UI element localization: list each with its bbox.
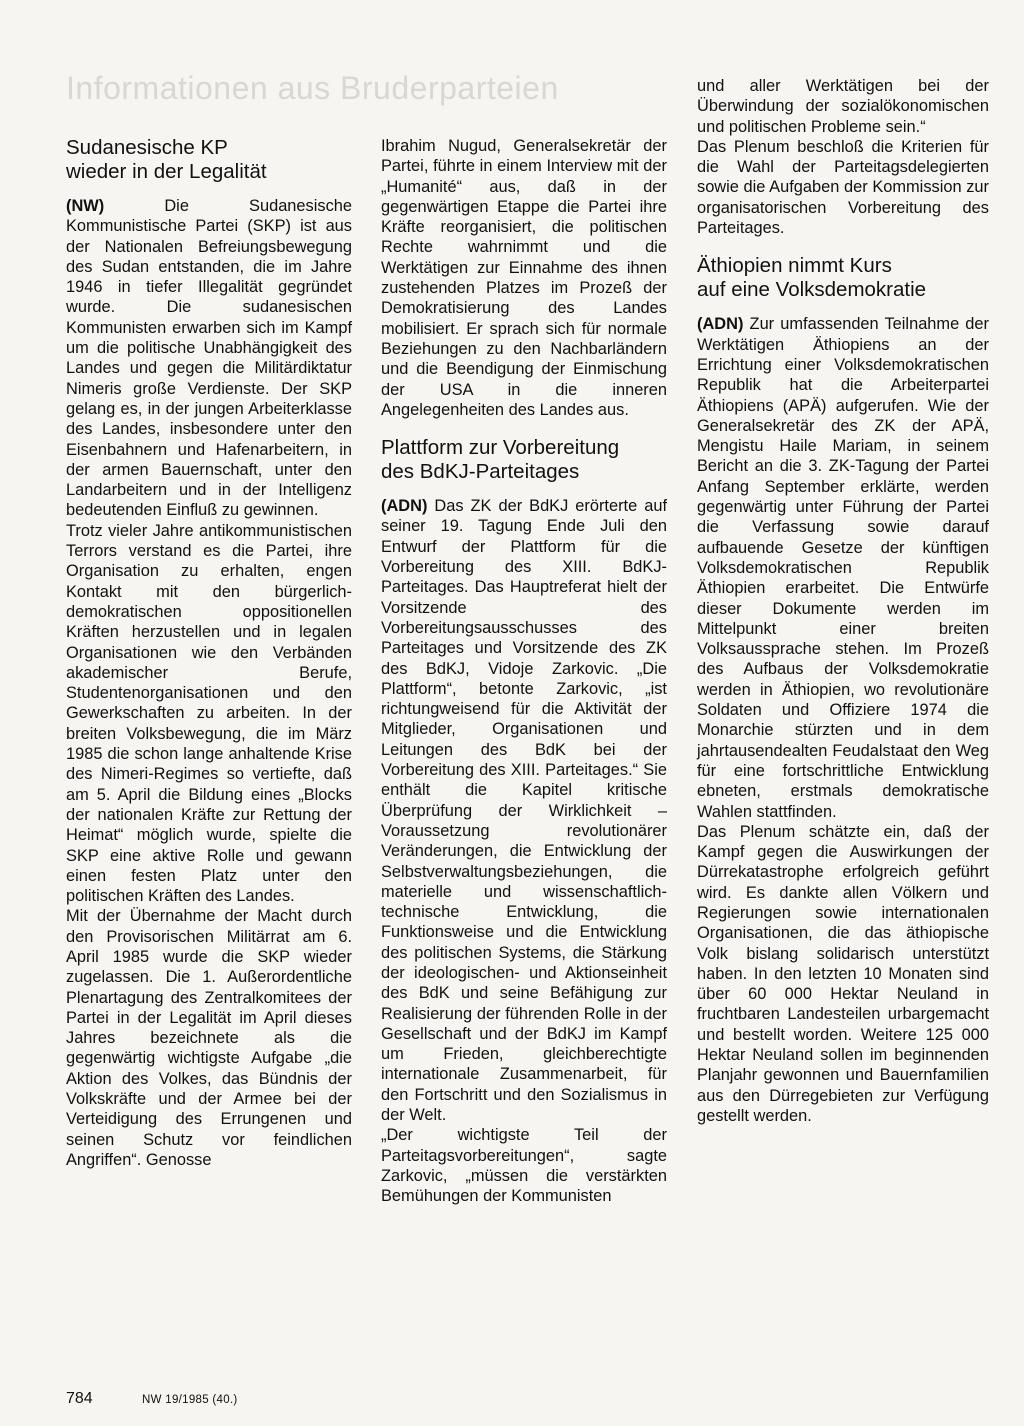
- article-headline-sudan: [66, 136, 352, 184]
- column-2: [381, 136, 667, 1207]
- headline-line: auf eine Volksdemokratie: [697, 278, 927, 302]
- article-headline-ethiopia: [697, 254, 989, 302]
- agency-tag: (ADN): [381, 497, 428, 516]
- column-1: [66, 136, 352, 1170]
- page-number: 784: [66, 1390, 93, 1407]
- headline-line: Äthiopien nimmt Kurs: [697, 254, 892, 278]
- article-paragraph: und aller Werktätigen bei der Überwindung der sozialökonomischen und politischen Probleme sein.“: [697, 77, 989, 136]
- article-paragraph: [66, 196, 352, 521]
- headline-line: Plattform zur Vorbereitung: [381, 436, 620, 460]
- headline-line: wieder in der Legalität: [66, 160, 267, 183]
- headline-line: des BdKJ-Parteitages: [381, 460, 580, 484]
- article-paragraph: [381, 496, 667, 1125]
- article-paragraph: „Der wichtigste Teil der Parteitagsvorbereitungen“, sagte Zarkovic, „müssen die verstärkten Bemühungen der Kommunisten: [381, 1126, 667, 1206]
- section-header: Informationen aus Bruderparteien: [66, 70, 559, 106]
- article-paragraph: [697, 314, 989, 821]
- headline-line: Sudanesische KP: [66, 136, 228, 159]
- article-paragraph: Das Plenum schätzte ein, daß der Kampf gegen die Auswirkungen der Dürrekatastrophe erfolgreich geführt wird. Es dankte allen Völkern und Regierungen sowie internationalen Organisationen, die das äthiopische Volk bislang solidarisch unterstützt haben. In den letzten 10 Monaten sind über 60 000 Hektar Neuland in fruchtbaren Landesteilen urbargemacht und bestellt worden. Weitere 125 000 Hektar Neuland sollen im beginnenden Planjahr gewonnen und Bauernfamilien aus den Dürregebieten zur Verfügung gestellt werden.: [697, 822, 989, 1125]
- paragraph-text: Das ZK der BdKJ erörterte auf seiner 19. Tagung Ende Juli den Entwurf der Plattform für die Vorbereitung des XIII. BdKJ-Parteitages. Das Hauptreferat hielt der Vorsitzende des Vorbereitungsausschusses des Parteitages und Vorsitzende des ZK des BdKJ, Vidoje Zarkovic. „Die Plattform“, betonte Zarkovic, „ist richtungweisend für die Aktivität der Mitglieder, Organisationen und Leitungen des BdK bei der Vorbereitung des XIII. Parteitages.“ Sie enthält die Kapitel kritische Überprüfung der Wirklichkeit – Voraussetzung revolutionärer Veränderungen, die Entwicklung der Selbstverwaltungsbeziehungen, die materielle und wissenschaftlich-technische Entwicklung, die Funktionsweise und die Entwicklung des politischen Systems, die Stärkung der ideologischen- und Aktionseinheit des BdK und seine Befähigung zur Realisierung der führenden Rolle in der Gesellschaft und der BdKJ im Kampf um Frieden, gleichberechtigte internationale Zusammenarbeit, für den Fortschritt und den Sozialismus in der Welt.: [381, 497, 667, 1125]
- article-headline-bdkj: [381, 436, 667, 484]
- article-paragraph: Mit der Übernahme der Macht durch den Provisorischen Militärrat am 6. April 1985 wurde die SKP wieder zugelassen. Die 1. Außerordentliche Plenartagung des Zentralkomitees der Partei in der Legalität im April dieses Jahres bezeichnete als die gegenwärtig wichtigste Aufgabe „die Aktion des Volkes, das Bündnis der Volkskräfte und der Armee bei der Verteidigung des Errungenen und seinen Schutz vor feindlichen Angriffen“. Genosse: [66, 907, 352, 1169]
- column-3: [697, 76, 989, 1126]
- article-paragraph: Ibrahim Nugud, Generalsekretär der Partei, führte in einem Interview mit der „Humanité“ aus, daß in der gegenwärtigen Etappe die Partei ihre Kräfte reorganisiert, die politischen Rechte wahrnimmt und die Werktätigen zur Einnahme des ihnen zustehenden Platzes im Prozeß der Demokratisierung des Landes mobilisiert. Er sprach sich für normale Beziehungen zu den Nachbarländern und die Beendigung der Einmischung der USA in die inneren Angelegenheiten des Landes aus.: [381, 137, 667, 419]
- article-paragraph: Trotz vieler Jahre antikommunistischen Terrors verstand es die Partei, ihre Organisation zu erhalten, engen Kontakt mit den bürgerlich-demokratischen oppositionellen Kräften herzustellen und in legalen Organisationen wie den Verbänden akademischer Berufe, Studentenorganisationen und den Gewerkschaften zu arbeiten. In der breiten Volksbewegung, die im März 1985 die schon lange anhaltende Krise des Nimeri-Regimes so vertiefte, daß am 5. April die Bildung eines „Blocks der nationalen Kräfte zur Rettung der Heimat“ möglich wurde, spielte die SKP eine aktive Rolle und gewann einen festen Platz unter den politischen Kräften des Landes.: [66, 521, 352, 906]
- agency-tag: (ADN): [697, 315, 744, 334]
- paragraph-text: Zur umfassenden Teilnahme der Werktätigen Äthiopiens an der Errichtung einer Volksdemokratischen Republik hat die Arbeiterpartei Äthiopiens (APÄ) aufgerufen. Wie der Generalsekretär des ZK der APÄ, Mengistu Haile Mariam, in seinem Bericht an die 3. ZK-Tagung der Partei Anfang September erklärte, werden gegenwärtig unter Führung der Partei die Verfassung sowie darauf aufbauende Gesetze der künftigen Volksdemokratischen Republik Äthiopien erarbeitet. Die Entwürfe dieser Dokumente werden im Mittelpunkt einer breiten Volksaussprache stehen. Im Prozeß des Aufbaus der Volksdemokratie werden in Äthiopien, wo revolutionäre Soldaten und Offiziere 1974 die Monarchie stürzten und in dem jahrtausendealten Feudalstaat den Weg für eine fortschrittliche Entwicklung ebneten, erstmals demokratische Wahlen stattfinden.: [697, 315, 989, 821]
- agency-tag: (NW): [66, 197, 105, 215]
- source-reference: NW 19/1985 (40.): [142, 1394, 238, 1406]
- article-paragraph: Das Plenum beschloß die Kriterien für die Wahl der Parteitagsdelegierten sowie die Aufgaben der Kommission zur organisatorischen Vorbereitung des Parteitages.: [697, 137, 989, 238]
- paragraph-text: Die Sudanesische Kommunistische Partei (SKP) ist aus der Nationalen Befreiungsbewegung des Sudan entstanden, die im Jahre 1946 in tiefer Illegalität gegründet wurde. Die sudanesischen Kommunisten erwarben sich im Kampf um die politische Unabhängigkeit des Landes und gegen die Militärdiktatur Nimeris große Verdienste. Der SKP gelang es, in der jungen Arbeiterklasse des Landes, insbesondere unter den Eisenbahnern und Hafenarbeitern, in der armen Bauernschaft, unter den Landarbeitern und in der Intelligenz bedeutenden Einfluß zu gewinnen.: [66, 197, 352, 520]
